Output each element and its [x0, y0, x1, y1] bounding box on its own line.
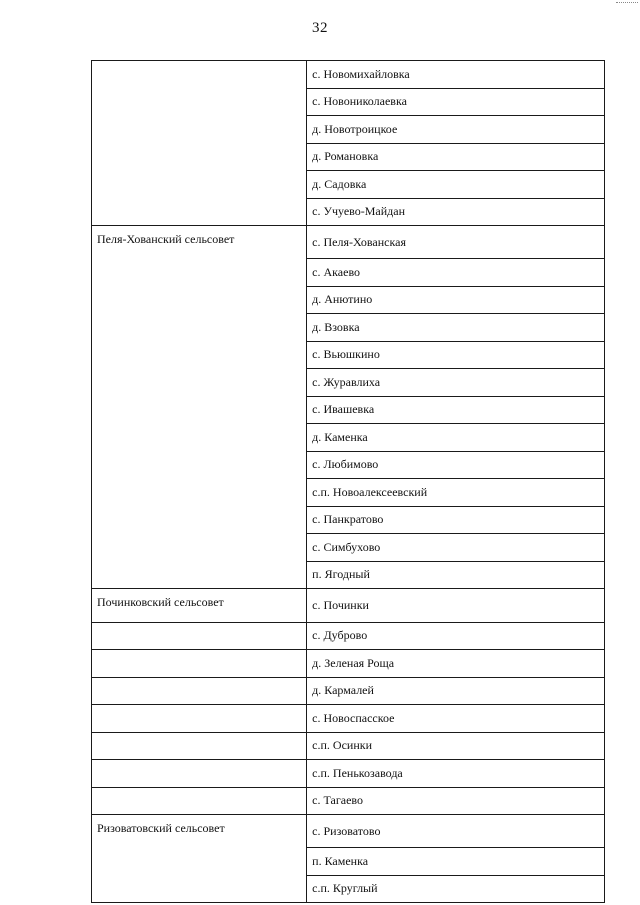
council-cell: [92, 314, 307, 342]
table-row: [92, 479, 605, 507]
council-cell: [92, 732, 307, 760]
table-row: [92, 396, 605, 424]
table-row: [92, 143, 605, 171]
settlement-cell: д. Новотроицкое: [307, 116, 605, 144]
settlement-cell: с. Вьюшкино: [307, 341, 605, 369]
council-cell: [92, 848, 307, 876]
settlement-cell: с. Любимово: [307, 451, 605, 479]
settlement-cell: с. Ивашевка: [307, 396, 605, 424]
council-cell: [92, 88, 307, 116]
scan-corner-mark: [616, 2, 638, 5]
settlement-cell: с. Новоспасское: [307, 705, 605, 733]
settlement-cell: с.п. Круглый: [307, 875, 605, 903]
table-row: [92, 561, 605, 589]
council-cell: [92, 396, 307, 424]
table-row: [92, 760, 605, 788]
settlement-cell: д. Анютино: [307, 286, 605, 314]
council-cell: Ризоватовский сельсовет: [92, 815, 307, 848]
settlement-cell: с. Новомихайловка: [307, 61, 605, 89]
settlement-cell: д. Зеленая Роща: [307, 650, 605, 678]
settlement-cell: с.п. Пенькозавода: [307, 760, 605, 788]
council-cell: [92, 424, 307, 452]
settlement-cell: с. Пеля-Хованская: [307, 226, 605, 259]
council-cell: [92, 875, 307, 903]
council-cell: [92, 286, 307, 314]
table-row: [92, 732, 605, 760]
table-row: [92, 226, 605, 259]
council-cell: [92, 61, 307, 89]
settlement-cell: д. Взовка: [307, 314, 605, 342]
council-cell: Починковский сельсовет: [92, 589, 307, 623]
settlement-cell: с. Симбухово: [307, 534, 605, 562]
table-row: [92, 451, 605, 479]
settlement-cell: д. Каменка: [307, 424, 605, 452]
council-cell: [92, 479, 307, 507]
table-row: [92, 116, 605, 144]
table-row: [92, 198, 605, 226]
table-row: [92, 875, 605, 903]
table-row: [92, 589, 605, 623]
council-cell: [92, 787, 307, 815]
table-row: [92, 424, 605, 452]
settlement-cell: п. Каменка: [307, 848, 605, 876]
table-row: [92, 171, 605, 199]
table-row: [92, 787, 605, 815]
council-cell: [92, 622, 307, 650]
table-row: [92, 677, 605, 705]
council-cell: [92, 760, 307, 788]
settlement-cell: с.п. Новоалексеевский: [307, 479, 605, 507]
settlement-cell: с. Учуево-Майдан: [307, 198, 605, 226]
council-cell: [92, 143, 307, 171]
table-row: [92, 815, 605, 848]
settlement-cell: с.п. Осинки: [307, 732, 605, 760]
page-number: 32: [312, 20, 328, 36]
council-cell: [92, 705, 307, 733]
council-cell: [92, 259, 307, 287]
council-cell: Пеля-Хованский сельсовет: [92, 226, 307, 259]
council-cell: [92, 561, 307, 589]
settlement-cell: с. Дуброво: [307, 622, 605, 650]
settlement-cell: с. Починки: [307, 589, 605, 623]
council-cell: [92, 369, 307, 397]
council-cell: [92, 198, 307, 226]
settlement-cell: п. Ягодный: [307, 561, 605, 589]
settlement-cell: с. Новониколаевка: [307, 88, 605, 116]
settlement-cell: с. Тагаево: [307, 787, 605, 815]
settlement-cell: д. Романовка: [307, 143, 605, 171]
council-cell: [92, 677, 307, 705]
settlements-table: [91, 60, 605, 903]
council-cell: [92, 506, 307, 534]
table-row: [92, 259, 605, 287]
table-row: [92, 286, 605, 314]
table-row: [92, 88, 605, 116]
settlement-cell: с. Ризоватово: [307, 815, 605, 848]
table-row: [92, 534, 605, 562]
table-row: [92, 848, 605, 876]
settlement-cell: с. Панкратово: [307, 506, 605, 534]
table-row: [92, 314, 605, 342]
table-row: [92, 506, 605, 534]
council-cell: [92, 650, 307, 678]
council-cell: [92, 534, 307, 562]
settlement-cell: с. Акаево: [307, 259, 605, 287]
table-row: [92, 341, 605, 369]
settlement-cell: с. Журавлиха: [307, 369, 605, 397]
council-cell: [92, 451, 307, 479]
table-row: [92, 622, 605, 650]
settlement-cell: д. Кармалей: [307, 677, 605, 705]
table-row: [92, 650, 605, 678]
table-row: [92, 705, 605, 733]
council-cell: [92, 341, 307, 369]
settlement-cell: д. Садовка: [307, 171, 605, 199]
council-cell: [92, 116, 307, 144]
council-cell: [92, 171, 307, 199]
table-row: [92, 61, 605, 89]
table-row: [92, 369, 605, 397]
